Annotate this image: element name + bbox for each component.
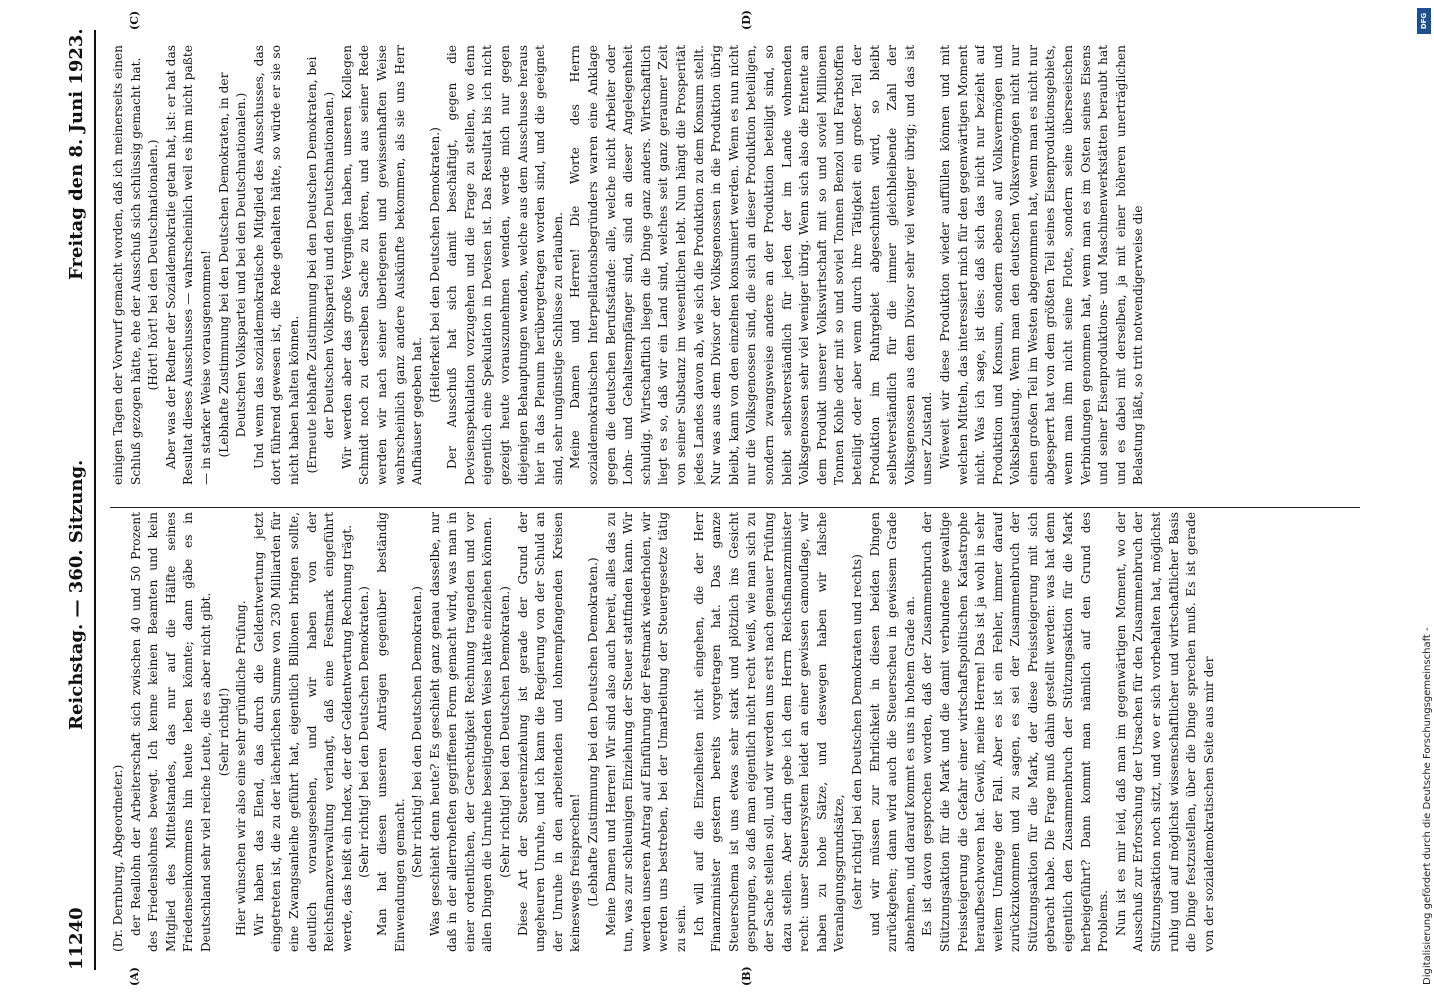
dfg-logo: DFG — [1417, 8, 1431, 34]
paragraph: Diese Art der Steuereinziehung ist gerade der Grund der ungeheuren Unruhe, und ich kann die Regierung von der Schuld an der Unruhe in den arbeitenden und lohnempfangenden Kreisen keineswegs freisprechen! — [515, 512, 583, 952]
margin-marker-c: (C) — [128, 10, 141, 30]
paragraph: (Hört! hört! bei den Deutschnationalen.) — [146, 139, 161, 391]
paragraph: Es ist davon gesprochen worden, daß der Zusammenbruch der Stützungsaktion für die Mark und die damit verbundene gewaltige Preissteigerung die Gefahr einer wirtschaftspolitischen Katastrophe heraufbeschworen hat. Gewiß, meine Herren! Das ist ja wohl in sehr weitem Umfange der Fall. Aber es ist ein Fehler, immer darauf zurückzukommen und zu sagen, es sei der Zusammenbruch der Stützungsaktion für die Mark, der diese Preissteigerung mit sich gebracht habe. Die Frage muß dahin gestellt werden: was hat denn eigentlich den Zusammenbruch der Stützungsaktion für die Mark herbeigeführt? Dann kommt man nämlich auf den Grund des Problems. — [920, 512, 1111, 952]
paragraph: (Sehr richtig! bei den Deutschen Demokraten.) — [357, 586, 372, 878]
paragraph: Hier wünschen wir also eine sehr gründliche Prüfung. — [234, 600, 249, 936]
margin-marker-b: (B) — [740, 966, 753, 986]
paragraph: Wir werden aber das große Vergnügen haben, unseren Kollegen Schmidt noch zu derselben Sache zu hören, und aus seiner Rede werden wir nach seiner überlegenen und gewissenhaften Weise wahrscheinlich ganz andere Auskünfte bekommen, als sie uns Herr Aufhäuser gegeben hat. — [339, 45, 425, 485]
paragraph: und wir müssen zur Ehrlichkeit in diesen beiden Dingen zurückgehen; dann wird auch die Steuerscheu in gewissem Grade abnehmen, und darauf kommt es uns in hohem Grade an. — [867, 512, 917, 952]
left-column — [110, 512, 1370, 952]
paragraph: (sehr richtig! bei den Deutschen Demokraten und rechts) — [849, 554, 864, 910]
paragraph: Meine Damen und Herren! Die Worte des Herrn sozialdemokratischen Interpellationsbegründers waren eine Anklage gegen die deutschen Berufsstände: alle, welche nicht Arbeiter oder Lohn- und Gehaltsempfänger sind, sind an dieser Angelegenheit schuldig. Wirtschaftlich liegen die Dinge ganz anders. Wirtschaftlich liegt es so, daß wir ein Land sind, welches seit ganz geraumer Zeit von seiner Substanz im wesentlichen lebt. Nun hängt die Prosperität jedes Landes davon ab, wie sich die Produktion zu dem Konsum stellt. Nur was aus dem Divisor der Volksgenossen in die Produktion übrig bleibt, kann von den einzelnen konsumiert werden. Wenn es nun nicht nur die Volksgenossen sind, die sich an dieser Produktion beteiligen, sondern zwangsweise andere an der Produktion beteiligt sind, so bleibt selbstverständlich für jeden der im Lande wohnenden Volksgenossen sehr viel weniger übrig. Wenn sich also die Entente an dem Produkt unserer Volkswirtschaft mit so und soviel Millionen Tonnen Kohle oder mit so und soviel Tonnen Benzol und Farbstoffen beteiligt oder aber wenn durch ihre Tätigkeit ein großer Teil der Produktion im Ruhrgebiet abgeschnitten wird, so bleibt selbstverständlich für die immer gleichbleibende Zahl der Volksgenossen aus dem Divisor sehr viel weniger übrig; und das ist unser Zustand. — [568, 45, 935, 485]
paragraph: Meine Damen und Herren! Wir sind also auch bereit, alles das zu tun, was zur schleunigen Einziehung der Steuer stattfinden kann. Wir werden unseren Antrag auf Einführung der Festmark wiederholen, wir werden uns bestreben, bei der Umarbeitung der Steuergesetze tätig zu sein. — [603, 512, 688, 952]
paragraph: Man hat diesen unseren Anträgen gegenüber beständig Einwendungen gemacht. — [374, 512, 407, 952]
page-number: 11240 — [66, 907, 87, 970]
paragraph: Nun ist es mir leid, daß man im gegenwärtigen Moment, wo der Ausschuß zur Erforschung der Ursachen für den Zusammenbruch der Stützungsaktion noch sitzt, und wo er sich vorbehalten hat, möglichst ruhig und auf möglichst wissenschaftlicher und wirtschaftlicher Basis die Dinge festzustellen, über die Dinge sprechen muß. Es ist gerade von der sozialdemokratischen Seite aus mir der — [1113, 512, 1216, 952]
paragraph: Ich will auf die Einzelheiten nicht eingehen, die der Herr Finanzminister gestern bereits vorgetragen hat. Das ganze Steuerschema ist uns etwas sehr stark und plötzlich ins Gesicht gesprungen, so daß man eigentlich nicht recht weiß, wie man sich zu der Sache stellen soll, und wir werden uns erst nach genauer Prüfung dazu stellen. Aber darin gebe ich dem Herrn Reichsfinanzminister recht: unser Steuersystem leidet an einer gewissen camouflage, wir haben zu hohe Sätze, und deswegen haben wir falsche Veranlagungsgrundsätze, — [691, 512, 847, 952]
paragraph: Wieweit wir diese Produktion wieder auffüllen können und mit welchen Mitteln, das interessiert mich für den gegenwärtigen Moment nicht. Was ich sage, ist dies: daß sich das nicht nur bezieht auf Produktion und Konsum, sondern ebenso auf Volksvermögen und Volksbelastung. Wenn man den deutschen Volksvermögen nicht nur einen großen Teil im Westen abgenommen hat, wenn man es nicht nur abgesperrt hat von dem größten Teil seines Eisenproduktionsgebiets, wenn man ihm nicht seine Flotte, sondern seine überseeischen Verbindungen genommen hat, wenn man es im Osten seines Eisens und seiner Eisenproduktions- und Maschinenwerkstätten beraubt hat und es dabei mit derselben, ja mit einer höheren unerträglichen Belastung läßt, so tritt notwendigerweise die — [937, 45, 1146, 485]
margin-marker-a: (A) — [128, 967, 141, 986]
paragraph: (Sehr richtig!) — [216, 687, 231, 777]
page-header — [60, 30, 96, 970]
paragraph: (Heiterkeit bei den Deutschen Demokraten.) — [427, 127, 442, 403]
paragraph: Was geschieht denn heute? Es geschieht ganz genau dasselbe, nur daß in der allerroheſten gegriffenen Form gemacht wird, was man in einer ordentlichen, der Gerechtigkeit Rechnung tragenden und vor allen Dingen die Unruhe beseitigenden Weise hätte einziehen können. — [427, 512, 495, 952]
paragraph: der Reallohn der Arbeiterschaft sich zwischen 40 und 50 Prozent des Friedenslohnes bewegt. Ich kenne keinen Beamten und kein Mitglied des Mittelstandes, das nur auf die Hälfte seines Friedenseinkommens hin heute leben könnte; dann gäbe es in Deutschland sehr viel reiche Leute, die es aber nicht gibt. — [128, 512, 213, 952]
paragraph: (Sehr richtig! bei den Deutschen Demokraten.) — [498, 586, 513, 878]
paragraph: (Dr. Dernburg, Abgeordneter.) — [111, 764, 125, 952]
paragraph: Aber was der Redner der Sozialdemokratie getan hat, ist: er hat das Resultat dieses Ausschusses — wahrscheinlich weil es ihm nicht paßte — in starker Weise vorausgenommen! — [163, 45, 213, 485]
paragraph: (Lebhafte Zustimmung bei den Deutschen Demokraten.) — [586, 557, 601, 907]
paragraph: (Lebhafte Zustimmung bei den Deutschen Demokraten, in der Deutschen Volkspartei und bei den Deutschnationalen.) — [216, 72, 249, 458]
paragraph: (Sehr richtig! bei den Deutschen Demokraten.) — [410, 586, 425, 878]
session-title: Reichstag. — 360. Sitzung. — [66, 459, 87, 730]
paragraph: Der Ausschuß hat sich damit beschäftigt, gegen die Devisenspekulation vorzugehen und die Frage zu stellen, wo denn eigentlich eine Spekulation in Devisen ist. Das Resultat bis ich nicht gezeigt heute vorauszunehmen wenden, werde mich nur gegen diejenigen Behauptungen wenden, welche aus dem Ausschusse heraus hier in das Plenum herübergetragen worden sind, und die geeignet sind, sehr ungünstige Schlüsse zu erlauben. — [445, 45, 565, 485]
paragraph: Und wenn das sozialdemokratische Mitglied des Ausschusses, das dort führend gewesen ist, die Rede gehalten hätte, so würde er sie so nicht haben halten können. — [251, 45, 301, 485]
margin-marker-d: (D) — [740, 10, 753, 30]
right-column — [110, 45, 1370, 485]
column-divider — [110, 507, 1360, 508]
session-date: Freitag den 8. Juni 1923. — [66, 28, 87, 280]
digitization-credit: Digitalisierung gefördert durch die Deutsche Forschungsgemeinschaft - — [1422, 627, 1433, 985]
paragraph: einigen Tagen der Vorwurf gemacht worden, daß ich meinerseits einen Schluß gezogen hätte, ehe der Ausschuß sich schlüssig gemacht hat. — [111, 45, 143, 485]
paragraph: (Erneute lebhafte Zustimmung bei den Deutschen Demokraten, bei der Deutschen Volkspartei und den Deutschnationalen.) — [304, 56, 337, 474]
paragraph: Wir haben das Elend, das durch die Geldentwertung jetzt eingetreten ist, die zu der lächerlichen Summe von 230 Milliarden für eine Zwangsanleihe geführt hat, eigentlich Billionen bringen sollte, deutlich vorausgesehen, und wir haben von der Reichsfinanzverwaltung verlangt, daß eine Festmark eingeführt werde, das heißt ein Index, der der Geldentwertung Rechnung trägt. — [251, 512, 354, 952]
